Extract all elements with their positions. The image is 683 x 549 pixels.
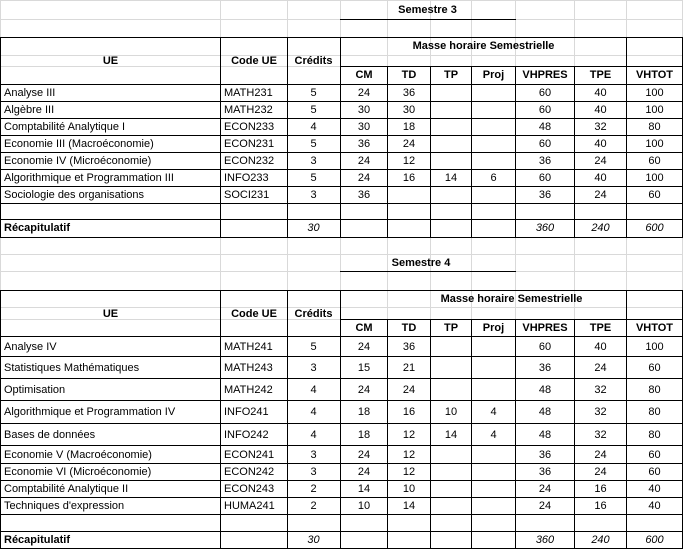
total-vhtot: 600: [645, 222, 664, 234]
ue-name: Comptabilité Analytique II: [4, 483, 129, 495]
total-credits: 30: [307, 533, 320, 546]
vhpres-value: 60: [538, 104, 552, 116]
vhpres-value: 48: [538, 406, 552, 418]
tp-value: [431, 187, 471, 204]
total-vhtot: 600: [645, 533, 664, 546]
vhtot-value: 60: [648, 361, 661, 374]
tp-value: [431, 136, 471, 153]
ue-name: Analyse IV: [4, 340, 57, 353]
td-header: TD: [401, 322, 417, 334]
vhpres-value: 36: [538, 155, 552, 167]
ue-name: Statistiques Mathématiques: [4, 361, 140, 374]
ue-name: Economie III (Macroéconomie): [4, 138, 154, 150]
tpe-header: TPE: [589, 322, 612, 334]
vhpres-value: 60: [538, 87, 552, 99]
vhtot-value: 60: [648, 448, 661, 461]
ue-code: ECON233: [224, 121, 275, 133]
tp-value: [431, 357, 471, 379]
tpe-value: 24: [594, 448, 607, 461]
tp-value: [431, 153, 471, 170]
ue-credits: 3: [310, 189, 317, 201]
ue-credits: 2: [310, 500, 317, 512]
cm-value: 24: [357, 340, 371, 353]
vhtot-value: 100: [645, 172, 664, 184]
vhpres-value: 36: [538, 189, 552, 201]
tp-value: 14: [444, 172, 458, 184]
ue-name: Bases de données: [4, 428, 96, 441]
ue-code: SOCI231: [224, 189, 270, 201]
vhpres-header: VHPRES: [522, 69, 568, 81]
proj-value: [472, 498, 515, 515]
ue-credits: 3: [310, 155, 317, 167]
tpe-header: TPE: [589, 69, 612, 81]
ue-code: MATH243: [224, 361, 273, 374]
cm-value: 24: [357, 448, 371, 461]
vhpres-value: 48: [538, 428, 552, 441]
td-header: TD: [401, 69, 417, 81]
td-value: 21: [402, 361, 416, 374]
ue-name: Economie VI (Microéconomie): [4, 466, 152, 478]
ue-code: HUMA241: [224, 500, 275, 512]
ue-code: ECON242: [224, 466, 275, 478]
vhtot-value: 100: [645, 340, 664, 353]
cm-header: CM: [355, 322, 373, 334]
tp-value: [431, 337, 471, 357]
td-value: 12: [402, 428, 416, 441]
ue-code: MATH232: [224, 104, 273, 116]
vhpres-value: 36: [538, 448, 552, 461]
tpe-value: 32: [594, 428, 607, 441]
tp-value: [431, 119, 471, 136]
proj-value: [472, 464, 515, 481]
cm-value: 10: [357, 500, 371, 512]
cm-value: 24: [357, 466, 371, 478]
td-value: 10: [402, 483, 416, 495]
vhtot-value: 80: [648, 121, 661, 133]
tpe-value: 24: [594, 155, 607, 167]
vhpres-value: 48: [538, 121, 552, 133]
ue-name: Economie IV (Microéconomie): [4, 155, 152, 167]
tp-header: TP: [443, 322, 459, 334]
proj-value: [472, 136, 515, 153]
proj-value: [472, 119, 515, 136]
recapitulatif-label: Récapitulatif: [4, 533, 71, 546]
tp-header: TP: [443, 69, 459, 81]
vhtot-value: 80: [648, 428, 661, 441]
vhpres-value: 60: [538, 340, 552, 353]
vhtot-header: VHTOT: [635, 69, 674, 81]
proj-value: [472, 187, 515, 204]
proj-value: 4: [490, 428, 497, 441]
proj-value: 6: [490, 172, 497, 184]
tpe-value: 40: [594, 104, 607, 116]
cm-value: 30: [357, 121, 371, 133]
vhtot-header: VHTOT: [635, 322, 674, 334]
vhpres-value: 24: [538, 483, 552, 495]
cm-value: 36: [357, 138, 371, 150]
ue-code: INFO242: [224, 428, 269, 441]
proj-value: [472, 379, 515, 401]
td-value: 18: [402, 121, 416, 133]
ue-name: Algèbre III: [4, 104, 55, 116]
proj-value: [472, 337, 515, 357]
ue-header: UE: [102, 307, 119, 320]
vhpres-header: VHPRES: [522, 322, 568, 334]
ue-credits: 4: [310, 383, 317, 396]
cm-value: 24: [357, 172, 371, 184]
ue-code: ECON231: [224, 138, 275, 150]
proj-value: [472, 357, 515, 379]
ue-credits: 4: [310, 406, 317, 418]
cm-value: 24: [357, 87, 371, 99]
proj-value: [472, 153, 515, 170]
td-value: 24: [402, 138, 416, 150]
td-value: 12: [402, 155, 416, 167]
tpe-value: 32: [594, 406, 607, 418]
tpe-value: 24: [594, 361, 607, 374]
total-vhpres: 360: [535, 533, 555, 546]
cm-value: 24: [357, 155, 371, 167]
td-value: 12: [402, 466, 416, 478]
masse-horaire-header: Masse horaire Semestrielle: [440, 293, 583, 305]
tpe-value: 32: [594, 383, 607, 396]
tp-value: [431, 446, 471, 464]
ue-credits: 2: [310, 483, 317, 495]
ue-code: INFO241: [224, 406, 269, 418]
tp-value: [431, 464, 471, 481]
ue-name: Algorithmique et Programmation III: [4, 172, 174, 184]
vhtot-value: 60: [648, 155, 661, 167]
td-value: 14: [402, 500, 416, 512]
tp-value: [431, 85, 471, 102]
cm-value: 18: [357, 406, 371, 418]
code-ue-header: Code UE: [231, 307, 277, 320]
tpe-value: 24: [594, 466, 607, 478]
tpe-value: 40: [594, 138, 607, 150]
tpe-value: 40: [594, 340, 607, 353]
tp-value: 14: [444, 428, 458, 441]
ue-credits: 4: [310, 121, 317, 133]
ue-code: MATH231: [224, 87, 273, 99]
proj-header: Proj: [482, 322, 505, 334]
ue-credits: 5: [310, 340, 317, 353]
vhtot-value: 60: [648, 466, 661, 478]
credits-header: Crédits: [294, 55, 333, 67]
vhpres-value: 36: [538, 466, 552, 478]
td-value: 36: [402, 87, 416, 99]
td-value: 24: [402, 383, 416, 396]
ue-credits: 3: [310, 448, 317, 461]
semestre-3-title: Semestre 3: [398, 4, 457, 16]
tpe-value: 32: [594, 121, 607, 133]
cm-value: 30: [357, 104, 371, 116]
td-value: 16: [402, 406, 416, 418]
tpe-value: 16: [594, 500, 607, 512]
tp-value: [431, 481, 471, 498]
td-value: 30: [402, 104, 416, 116]
tpe-value: 40: [594, 87, 607, 99]
recapitulatif-label: Récapitulatif: [4, 222, 71, 234]
proj-value: [472, 446, 515, 464]
proj-value: [472, 102, 515, 119]
ue-header: UE: [102, 55, 119, 67]
cm-value: 18: [357, 428, 371, 441]
total-tpe: 240: [591, 533, 610, 546]
vhtot-value: 80: [648, 383, 661, 396]
cm-header: CM: [355, 69, 373, 81]
credits-header: Crédits: [294, 307, 333, 320]
ue-code: INFO233: [224, 172, 269, 184]
ue-name: Comptabilité Analytique I: [4, 121, 126, 133]
td-value: 12: [402, 448, 416, 461]
proj-value: [472, 85, 515, 102]
vhpres-value: 60: [538, 172, 552, 184]
ue-name: Analyse III: [4, 87, 56, 99]
proj-value: 4: [490, 406, 497, 418]
vhtot-value: 40: [648, 500, 661, 512]
ue-name: Optimisation: [4, 383, 66, 396]
ue-credits: 5: [310, 138, 317, 150]
ue-credits: 5: [310, 104, 317, 116]
td-value: [388, 187, 430, 204]
cm-value: 15: [357, 361, 371, 374]
semestre-4-title: Semestre 4: [391, 257, 451, 269]
cm-value: 24: [357, 383, 371, 396]
vhtot-value: 100: [645, 87, 664, 99]
tp-value: [431, 498, 471, 515]
tpe-value: 24: [594, 189, 607, 201]
vhtot-value: 60: [648, 189, 661, 201]
vhpres-value: 48: [538, 383, 552, 396]
ue-credits: 4: [310, 428, 317, 441]
ue-code: MATH241: [224, 340, 273, 353]
masse-horaire-header: Masse horaire Semestrielle: [412, 40, 555, 52]
total-tpe: 240: [591, 222, 610, 234]
ue-code: ECON232: [224, 155, 275, 167]
vhpres-value: 60: [538, 138, 552, 150]
proj-value: [472, 481, 515, 498]
ue-code: ECON243: [224, 483, 275, 495]
vhtot-value: 100: [645, 138, 664, 150]
code-ue-header: Code UE: [231, 55, 277, 67]
ue-code: MATH242: [224, 383, 273, 396]
ue-name: Techniques d'expression: [4, 500, 125, 512]
td-value: 36: [402, 340, 416, 353]
cm-value: 36: [357, 189, 371, 201]
ue-credits: 3: [310, 466, 317, 478]
ue-name: Algorithmique et Programmation IV: [4, 406, 176, 418]
td-value: 16: [402, 172, 416, 184]
tp-value: [431, 102, 471, 119]
ue-name: Sociologie des organisations: [4, 189, 145, 201]
vhtot-value: 40: [648, 483, 661, 495]
proj-header: Proj: [482, 69, 505, 81]
tpe-value: 16: [594, 483, 607, 495]
ue-name: Economie V (Macroéconomie): [4, 448, 152, 461]
vhtot-value: 80: [648, 406, 661, 418]
cm-value: 14: [357, 483, 371, 495]
ue-code: ECON241: [224, 448, 275, 461]
ue-credits: 5: [310, 172, 317, 184]
vhpres-value: 24: [538, 500, 552, 512]
tpe-value: 40: [594, 172, 607, 184]
tp-value: 10: [444, 406, 458, 418]
vhtot-value: 100: [645, 104, 664, 116]
total-vhpres: 360: [535, 222, 555, 234]
ue-credits: 5: [310, 87, 317, 99]
ue-credits: 3: [310, 361, 317, 374]
total-credits: 30: [307, 222, 320, 234]
vhpres-value: 36: [538, 361, 552, 374]
tp-value: [431, 379, 471, 401]
